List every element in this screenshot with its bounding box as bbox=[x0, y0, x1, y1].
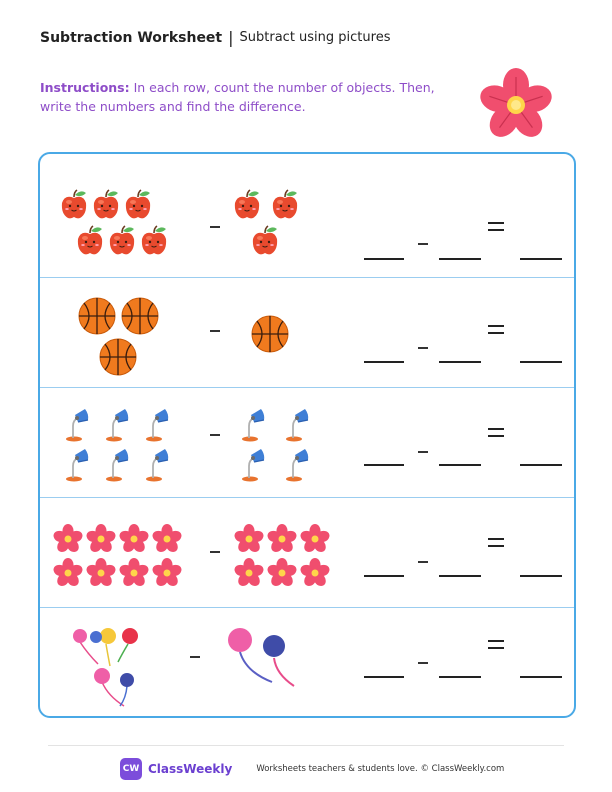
instructions-label: Instructions: bbox=[40, 80, 130, 95]
answer-blank-second[interactable] bbox=[439, 258, 481, 260]
answer-blank-first[interactable] bbox=[364, 258, 404, 260]
answer-blank-first[interactable] bbox=[364, 676, 404, 678]
flower-icon bbox=[86, 558, 116, 588]
apple-icon bbox=[59, 188, 89, 220]
answer-blank-result[interactable] bbox=[520, 258, 562, 260]
worksheet-row bbox=[40, 388, 574, 498]
minus-sign bbox=[418, 561, 428, 563]
basketball-icon bbox=[121, 297, 159, 335]
answer-blank-result[interactable] bbox=[520, 464, 562, 466]
flower-icon bbox=[300, 558, 330, 588]
minus-sign bbox=[418, 347, 428, 349]
balloon-pair-icon bbox=[226, 626, 306, 694]
equals-sign bbox=[488, 428, 504, 437]
apple-icon bbox=[123, 188, 153, 220]
minus-sign bbox=[418, 451, 428, 453]
answer-blank-second[interactable] bbox=[439, 361, 481, 363]
apple-icon bbox=[232, 188, 262, 220]
instructions bbox=[40, 78, 440, 116]
flower-icon bbox=[267, 524, 297, 554]
answer-blank-second[interactable] bbox=[439, 575, 481, 577]
flower-icon bbox=[300, 524, 330, 554]
equals-sign bbox=[488, 325, 504, 334]
minus-sign bbox=[210, 226, 220, 228]
flower-icon bbox=[86, 524, 116, 554]
flower-icon bbox=[53, 524, 83, 554]
worksheet-title bbox=[40, 28, 390, 47]
desk-lamp-icon bbox=[284, 406, 310, 442]
basketball-icon bbox=[99, 338, 137, 376]
equals-sign bbox=[488, 222, 504, 231]
flower-icon bbox=[119, 524, 149, 554]
minus-sign bbox=[210, 434, 220, 436]
answer-blank-second[interactable] bbox=[439, 464, 481, 466]
apple-icon bbox=[139, 224, 169, 256]
page-title: Subtraction Worksheet bbox=[40, 29, 223, 46]
answer-blank-first[interactable] bbox=[364, 575, 404, 577]
flower-icon bbox=[119, 558, 149, 588]
desk-lamp-icon bbox=[64, 446, 90, 482]
minus-sign bbox=[190, 656, 200, 658]
footer-tagline: Worksheets teachers & students love. © ClassWeekly.com bbox=[256, 764, 505, 774]
classweekly-logo-icon: CW bbox=[120, 758, 142, 780]
desk-lamp-icon bbox=[64, 406, 90, 442]
equals-sign bbox=[488, 640, 504, 649]
minus-sign bbox=[418, 662, 428, 664]
apple-icon bbox=[270, 188, 300, 220]
minus-sign bbox=[210, 330, 220, 332]
apple-icon bbox=[107, 224, 137, 256]
desk-lamp-icon bbox=[144, 446, 170, 482]
flower-icon bbox=[234, 558, 264, 588]
basketball-icon bbox=[78, 297, 116, 335]
basketball-icon bbox=[251, 315, 289, 353]
page-subtitle: Subtract using pictures bbox=[239, 30, 391, 45]
desk-lamp-icon bbox=[240, 406, 266, 442]
answer-blank-result[interactable] bbox=[520, 361, 562, 363]
desk-lamp-icon bbox=[284, 446, 310, 482]
desk-lamp-icon bbox=[104, 406, 130, 442]
worksheet-row bbox=[40, 154, 574, 278]
flower-icon bbox=[152, 524, 182, 554]
apple-icon bbox=[75, 224, 105, 256]
worksheet-row bbox=[40, 498, 574, 608]
worksheet-box bbox=[38, 152, 576, 718]
flower-icon bbox=[152, 558, 182, 588]
flower-icon bbox=[234, 524, 264, 554]
flower-icon bbox=[267, 558, 297, 588]
worksheet-row bbox=[40, 608, 574, 718]
desk-lamp-icon bbox=[104, 446, 130, 482]
minus-sign bbox=[418, 243, 428, 245]
answer-blank-second[interactable] bbox=[439, 676, 481, 678]
minus-sign bbox=[210, 551, 220, 553]
answer-blank-first[interactable] bbox=[364, 361, 404, 363]
instructions-text: In each row, count the number of objects. Then, write the numbers and find the difference. bbox=[40, 80, 435, 114]
brand-name: ClassWeekly bbox=[148, 762, 233, 776]
flower-icon bbox=[53, 558, 83, 588]
footer bbox=[120, 758, 504, 780]
apple-icon bbox=[250, 224, 280, 256]
desk-lamp-icon bbox=[144, 406, 170, 442]
balloon-group-icon bbox=[68, 620, 148, 710]
answer-blank-first[interactable] bbox=[364, 464, 404, 466]
footer-divider bbox=[48, 745, 564, 746]
answer-blank-result[interactable] bbox=[520, 575, 562, 577]
worksheet-row bbox=[40, 278, 574, 388]
title-separator: | bbox=[228, 28, 234, 47]
equals-sign bbox=[488, 538, 504, 547]
flower-decoration-icon bbox=[478, 67, 554, 143]
desk-lamp-icon bbox=[240, 446, 266, 482]
answer-blank-result[interactable] bbox=[520, 676, 562, 678]
apple-icon bbox=[91, 188, 121, 220]
